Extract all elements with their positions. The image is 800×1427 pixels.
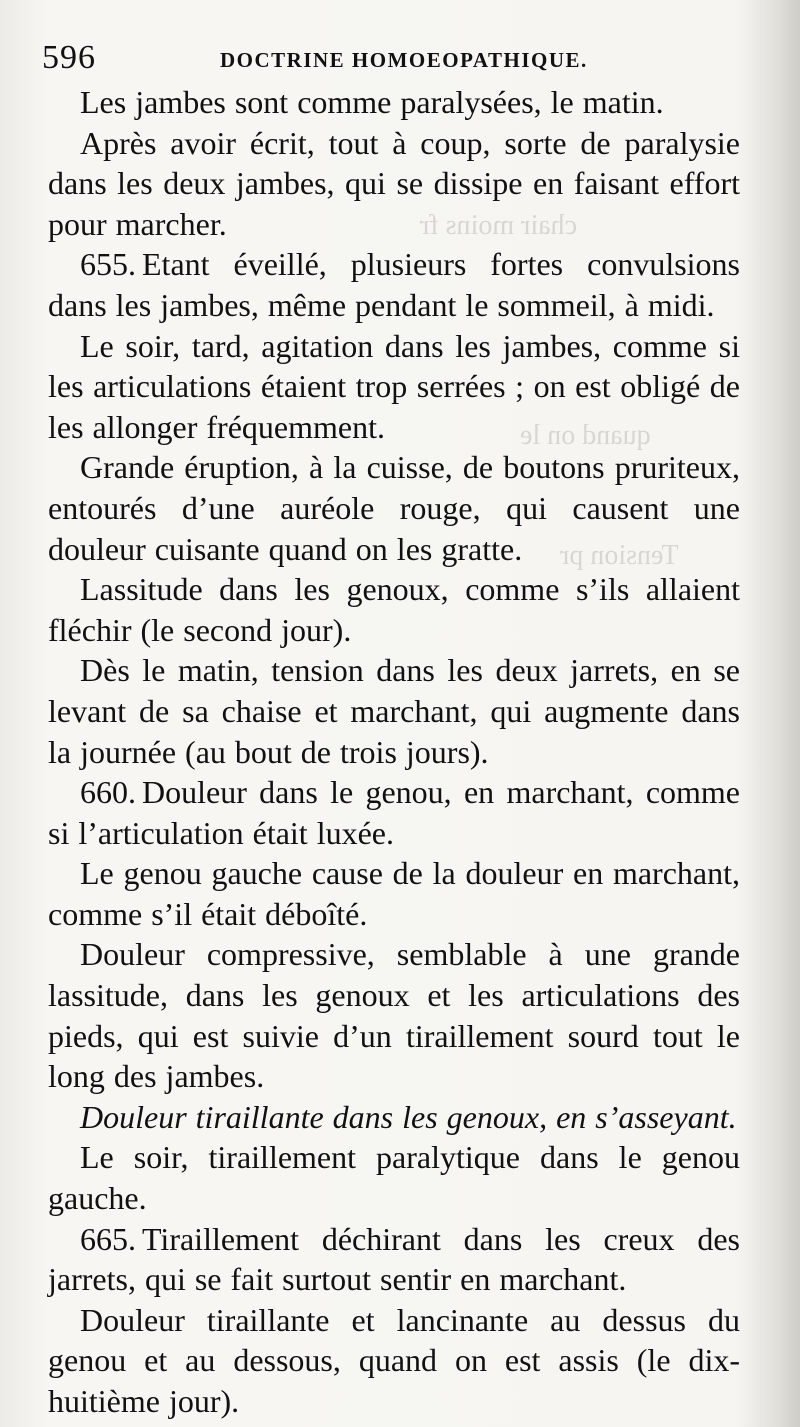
entry-number: 665. [80, 1220, 136, 1257]
paragraph: Le soir, tard, agitation dans les jambes, comme si les articulations étaient trop serrées ; on est obligé de les allonger fréquemment. [48, 327, 740, 445]
paragraph: Grande éruption, à la cuisse, de boutons pruriteux, entourés d’une auréole rouge, qui causent une douleur cuisante quand on les gratte. [48, 449, 740, 567]
paragraph: Les jambes sont comme paralysées, le matin. [80, 84, 664, 120]
paragraph: 660. Douleur dans le genou, en marchant, comme si l’articulation était luxée. [48, 774, 740, 851]
paragraph: Après avoir écrit, tout à coup, sorte de paralysie dans les deux jambes, qui se dissipe en faisant effort pour marcher. [48, 124, 740, 242]
paragraph: Douleur compressive, semblable à une grande lassitude, dans les genoux et les articulations des pieds, qui est suivie d’un tiraillement sourd tout le long des jambes. [48, 936, 740, 1095]
entry-number: 660. [80, 774, 136, 811]
page-number: 596 [42, 39, 96, 76]
body-text [48, 82, 740, 1422]
paragraph-italic: Douleur tiraillante dans les genoux, en s’asseyant. [80, 1098, 737, 1135]
bleed-through-text: quand on le [520, 420, 651, 451]
entry-number: 655. [80, 246, 136, 283]
paragraph: Le soir, tiraillement paralytique dans le genou gauche. [48, 1139, 740, 1217]
paragraph: 665. Tiraillement déchirant dans les creux des jarrets, qui se fait surtout sentir en marchant. [48, 1220, 740, 1298]
bleed-through-text: Tension pr [560, 540, 679, 571]
page-header [42, 38, 762, 78]
paragraph: Dès le matin, tension dans les deux jarrets, en se levant de sa chaise et marchant, qui augmente dans la journée (au bout de trois jours). [48, 652, 740, 770]
paragraph: Douleur tiraillante et lancinante au dessus du genou et au dessous, quand on est assis (le dix-huitième jour). [48, 1301, 740, 1419]
bleed-through-text: chair moins fr [420, 210, 578, 241]
paragraph: Le genou gauche cause de la douleur en marchant, comme s’il était déboîté. [48, 855, 740, 932]
paragraph: 655. Etant éveillé, plusieurs fortes convulsions dans les jambes, même pendant le sommeil, à midi. [48, 246, 740, 323]
paragraph: Lassitude dans les genoux, comme s’ils allaient fléchir (le second jour). [48, 571, 740, 648]
running-head: DOCTRINE HOMOEOPATHIQUE. [220, 48, 588, 72]
